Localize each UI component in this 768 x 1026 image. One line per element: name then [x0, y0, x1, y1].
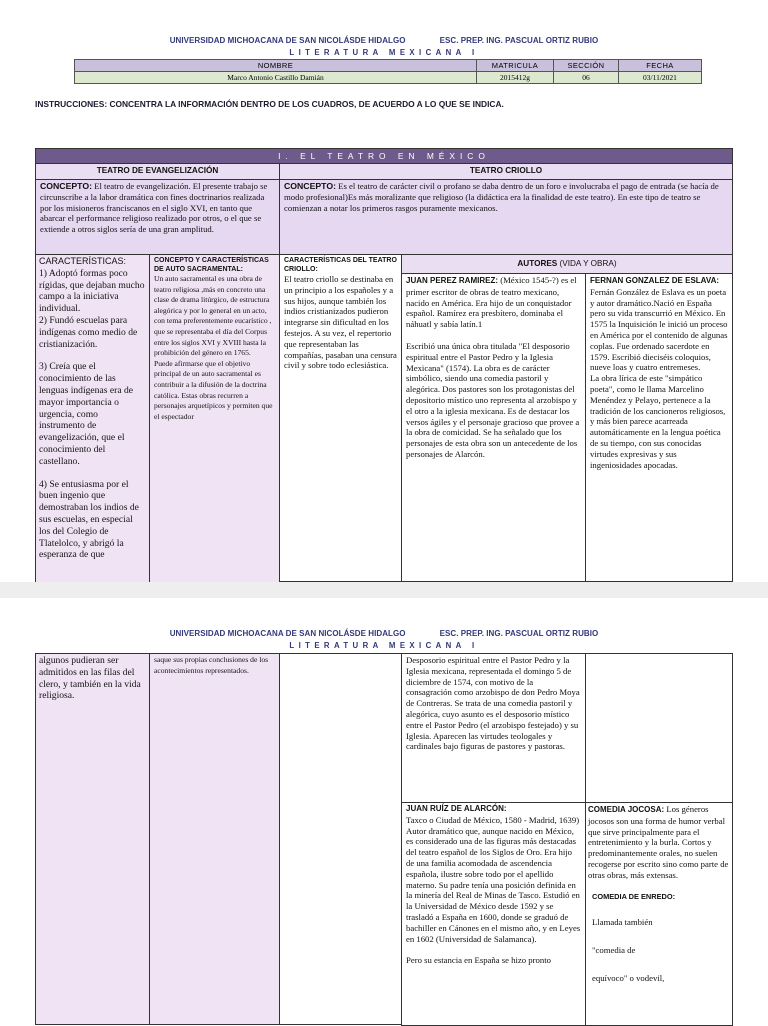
comedia-label: COMEDIA JOCOSA: — [588, 805, 665, 814]
author-name: JUAN RUÍZ DE ALARCÓN: — [406, 804, 507, 813]
caracteristica-item: 4) Se entusiasma por el buen ingenio que demostraban los indios de sus escuelas, en especial los del Colegio de Tlatelolco, y abrigó la esperanza de que — [39, 478, 139, 561]
matricula-label: MATRICULA — [477, 60, 554, 72]
auto-sacramental-text2: Puede afirmarse que el objetivo principal de un auto sacramental es contribuir a la difusión de la doctrina católica. Estas obras recurren a personajes arquetípicos y permiten que el espectador — [154, 358, 273, 421]
author-name: FERNAN GONZALEZ DE ESLAVA: — [590, 276, 720, 285]
caracteristica-item: 3) Creía que el conocimiento de las lenguas indígenas era de mayor importancia o urgencia, como instrumento de evangelización, que el conocimiento del castellano. — [39, 361, 134, 467]
author-work: Escribió una única obra titulada "El desposorio espiritual entre el Pastor Pedro y la Iglesia Mexicana" (1574). La obra es de carácter simbólico, siendo una comedia pastoril y alegórica. Dos pastores son los protagonistas del depositorio místico uno representa al arzobispo y el otro a la iglesia mexicana. Es de destacar los versos ágiles y el personaje gracioso que provee a la obra de comicidad. Se ha señalado que los personajes de esta obra son un antecedente de los personajes de Alarcón. — [406, 340, 580, 459]
criollo-concepto — [279, 179, 733, 255]
author-bio: Fernán González de Eslava es un poeta y autor dramático.Nació en España pero su vida transcurrió en México. En 1575 la Inquisición le inició un proceso en América por el contenido de algunas coplas. Fue ordenado sacerdote en 1579. Escribió dieciséis coloquios, nueve loas y cuatro entremeses. — [590, 286, 728, 373]
subject-title: LITERATURA MEXICANA I — [289, 641, 479, 650]
university-name: UNIVERSIDAD MICHOACANA DE SAN NICOLÁSDE HIDALGO — [169, 36, 406, 45]
caracteristicas-label: CARACTERÍSTICAS: — [39, 256, 127, 266]
concepto-label: CONCEPTO: — [40, 181, 92, 191]
seccion-value: 06 — [554, 72, 619, 84]
criollo-caracteristicas-label: CARACTERÍSTICAS DEL TEATRO CRIOLLO: — [284, 257, 397, 273]
author-work-continuation: Desposorio espiritual entre el Pastor Pedro y la Iglesia mexicana, representada el domingo 5 de diciembre de 1574, con motivo de la consagración como arzobispo de don Pedro Moya de Contreras. Se trata de una comedia pastoril y alegórica, cuyo asunto es el desposorio místico entre el Pastor Pedro (el arzobispo festejado) y su Iglesia. Aparecen las virtudes teologales y cardinales bajo figuras de pastores y pastoras. — [406, 655, 580, 752]
author-bio: (México 1545-?) es el primer escritor de obras de teatro mexicano, nacido en América. Era hijo de un conquistador español. Ramírez era presbítero, dominaba el náhuatl y sabía latín.1 — [406, 275, 577, 330]
subject-title: LITERATURA MEXICANA I — [289, 48, 479, 57]
juan-perez-cell-cont — [401, 653, 586, 803]
criollo-header: TEATRO CRIOLLO — [279, 163, 733, 180]
author-bio-2: Pero su estancia en España se hizo pronto — [406, 955, 551, 966]
nombre-value: Marco Antonio Castillo Damián — [75, 72, 477, 84]
author-bio: Taxco o Ciudad de México, 1580 - Madrid, 1639) Autor dramático que, aunque nacido en México, es considerado una de las figuras más destacadas del teatro español de los Siglos de Oro. Era hijo de una familia acomodada de ascendencia española, ilustre sobre todo por el apellido materno. Su padre tenía una posición definida en la minería del Real de Minas de Tasco. Estudió en la Universidad de México desde 1592 y se trasladó a España en 1600, donde se graduó de bachiller en Cánones en el mismo año, y en Leyes en 1602 (Universidad de Salamanca). — [406, 814, 581, 944]
student-info-table — [74, 59, 702, 84]
instructions: INSTRUCCIONES: CONCENTRA LA INFORMACIÓN DENTRO DE LOS CUADROS, DE ACUERDO A LO QUE SE INDICA. — [35, 99, 504, 109]
caracteristicas-continuation: algunos pudieran ser admitidos en las filas del clero, y también en la vida religiosa. — [39, 655, 141, 702]
author-name: JUAN PEREZ RAMIREZ: — [406, 276, 499, 285]
criollo-caracteristicas-cell-cont — [279, 653, 402, 1025]
autores-header — [401, 254, 733, 274]
caracteristicas-cell-cont — [35, 653, 150, 1025]
header-line — [0, 36, 768, 45]
concepto-label: CONCEPTO: — [284, 181, 336, 191]
nombre-label: NOMBRE — [75, 60, 477, 72]
concepto-text: El teatro de evangelización. El presente trabajo se circunscribe a la labor dramática con fines doctrinarios realizada por los misioneros franciscanos en el siglo XVI, en tanto que abarcar el performance religioso realizado por otros, o el que se extiende a otros siglos sería de una gran amplitud. — [40, 181, 268, 235]
enredo-line: equívoco" o vodevil, — [592, 972, 665, 983]
concepto-text: Es el teatro de carácter civil o profano se daba dentro de un foro e involucraba el pago de entrada (se hacía de modo profesional)Es más moralizante que religioso (la didáctica era la finalidad de este teatro). En este tipo de teatro se comienzan a notar los primeros rasgos puramente mexicanos. — [284, 181, 719, 213]
fernan-cell — [585, 273, 733, 582]
school-name: ESC. PREP. ING. PASCUAL ORTIZ RUBIO — [439, 629, 599, 638]
caracteristica-item: 2) Fundó escuelas para indígenas como medio de cristianización. — [39, 314, 138, 350]
page-separator — [0, 582, 768, 598]
evangelizacion-header: TEATRO DE EVANGELIZACIÓN — [35, 163, 280, 180]
fernan-cell-cont — [585, 653, 733, 803]
enredo-label: COMEDIA DE ENREDO: — [592, 891, 676, 901]
juan-perez-cell — [401, 273, 586, 582]
enredo-line: "comedia de — [592, 945, 636, 956]
comedia-cell — [585, 802, 733, 1026]
fecha-value: 03/11/2021 — [619, 72, 702, 84]
criollo-caracteristicas-cell — [279, 254, 402, 582]
auto-sacramental-text: Un auto sacramental es una obra de teatro religiosa ,más en concreto una clase de drama litúrgico, de estructura alegórica y por lo general en un acto, con tema preferentemente eucarístico , que se representaba el día del Corpus entre los siglos XVI y XVIII hasta la prohibición del género en 1765. — [154, 274, 272, 358]
caracteristicas-cell — [35, 254, 150, 582]
autores-sublabel: (VIDA Y OBRA) — [557, 259, 617, 268]
auto-sacramental-cell-cont — [149, 653, 280, 1025]
university-name: UNIVERSIDAD MICHOACANA DE SAN NICOLÁSDE HIDALGO — [169, 629, 406, 638]
evangelizacion-concepto — [35, 179, 280, 255]
theater-table — [35, 148, 733, 582]
auto-sacramental-continuation: saque sus propias conclusiones de los acontecimientos representados. — [154, 655, 269, 675]
matricula-value: 2015412g — [477, 72, 554, 84]
school-name: ESC. PREP. ING. PASCUAL ORTIZ RUBIO — [439, 36, 599, 45]
auto-sacramental-cell — [149, 254, 280, 582]
comedia-text: Los géneros jocosos son una forma de humor verbal que sirve principalmente para el entretenimiento y la burla. Cortos y predominantemente orales, no suelen recogerse por escrito sino como parte de otras obras, más extensas. — [588, 804, 729, 880]
criollo-caracteristicas-text: El teatro criollo se destinaba en un principio a los españoles y a sus hijos, aunque también los indios cristianizados pudieron integrarse sin dificultad en los festejos. A su vez, el repertorio que representaban las compañías, pasaban una censura civil y sobre todo eclesiástica. — [284, 274, 397, 371]
fecha-label: FECHA — [619, 60, 702, 72]
theater-table-continued — [35, 653, 733, 1024]
table-title: I. EL TEATRO EN MÉXICO — [35, 148, 733, 164]
seccion-label: SECCIÓN — [554, 60, 619, 72]
auto-sacramental-label: CONCEPTO Y CARACTERÍSTICAS DE AUTO SACRAMENTAL: — [154, 257, 269, 273]
alarcon-cell — [401, 802, 586, 1026]
enredo-line: Llamada también — [592, 917, 653, 928]
author-work: La obra lírica de este "simpático poeta", como le llama Marcelino Menéndez y Pelayo, pertenece a la tradición de los cancioneros religiosos, y más bien parece acarreada automáticamente en la lengua poética de su tiempo, con sus conocidas virtudes expresivas y sus ingeniosidades apocadas. — [590, 373, 726, 470]
autores-label: AUTORES — [517, 259, 558, 268]
header-line — [0, 629, 768, 638]
caracteristica-item: 1) Adoptó formas poco rígidas, que dejaban mucho campo a la iniciativa individual. — [39, 267, 145, 315]
